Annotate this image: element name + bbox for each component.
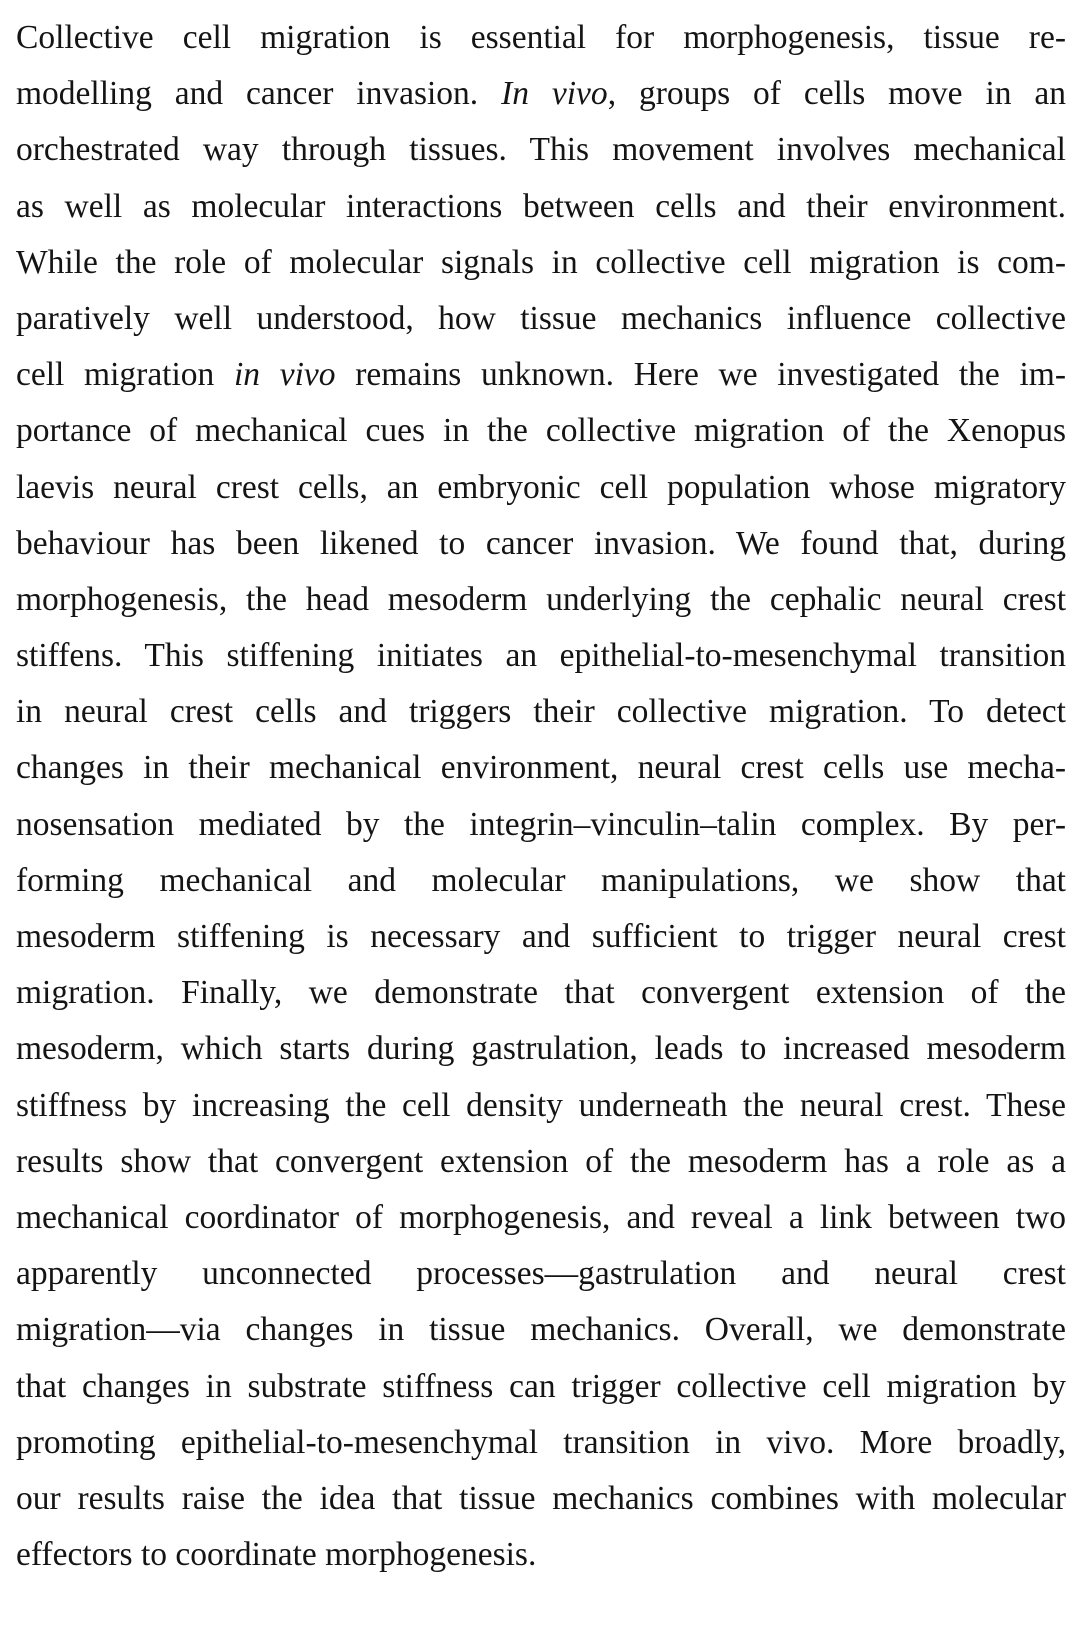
abstract-line-28: effectors to coordinate morphogenesis. — [16, 1536, 537, 1574]
abstract-line-5: While the role of molecular signals in collective cell migration is com- — [16, 243, 1066, 281]
abstract-line-27: our results raise the idea that tissue mechanics combines with molecular — [16, 1479, 1066, 1517]
abstract-line-14: changes in their mechanical environment, neural crest cells use mecha- — [16, 749, 1066, 787]
abstract-line-4: as well as molecular interactions between cells and their environment. — [16, 187, 1066, 225]
abstract-line-1: Collective cell migration is essential for morphogenesis, tissue re- — [16, 19, 1066, 56]
abstract-line-9: laevis neural crest cells, an embryonic cell population whose migratory — [16, 468, 1066, 506]
abstract-line-3: orchestrated way through tissues. This movement involves mechanical — [16, 131, 1066, 169]
abstract-line-2: modelling and cancer invasion. In vivo, groups of cells move in an — [16, 75, 1067, 113]
abstract-line-17: mesoderm stiffening is necessary and sufficient to trigger neural crest — [16, 918, 1066, 955]
abstract-line-15: nosensation mediated by the integrin–vinculin–talin complex. By per- — [16, 805, 1066, 843]
abstract-line-21: results show that convergent extension of the mesoderm has a role as a — [16, 1142, 1066, 1180]
abstract-line-26: promoting epithelial-to-mesenchymal transition in vivo. More broadly, — [16, 1423, 1066, 1461]
abstract-line-22: mechanical coordinator of morphogenesis, and reveal a link between two — [16, 1198, 1066, 1236]
abstract-line-7: cell migration in vivo remains unknown. Here we investigated the im- — [16, 356, 1066, 394]
abstract-paragraph — [16, 10, 1066, 1583]
abstract-line-8: portance of mechanical cues in the collective migration of the Xenopus — [16, 412, 1066, 450]
abstract-line-25: that changes in substrate stiffness can trigger collective cell migration by — [16, 1367, 1066, 1405]
abstract-line-10: behaviour has been likened to cancer invasion. We found that, during — [16, 524, 1066, 562]
abstract-line-20: stiffness by increasing the cell density underneath the neural crest. These — [16, 1086, 1066, 1124]
abstract-line-24: migration—via changes in tissue mechanics. Overall, we demonstrate — [16, 1311, 1066, 1349]
italic-term: In vivo — [501, 75, 608, 113]
abstract-line-23: apparently unconnected processes—gastrulation and neural crest — [16, 1255, 1066, 1293]
abstract-line-11: morphogenesis, the head mesoderm underlying the cephalic neural crest — [16, 580, 1066, 618]
abstract-line-12: stiffens. This stiffening initiates an epithelial-to-mesenchymal transition — [16, 637, 1066, 675]
abstract-line-13: in neural crest cells and triggers their collective migration. To detect — [16, 693, 1066, 731]
abstract-line-6: paratively well understood, how tissue mechanics influence collective — [16, 299, 1066, 337]
italic-term: in vivo — [234, 356, 336, 394]
abstract-line-16: forming mechanical and molecular manipulations, we show that — [16, 861, 1066, 899]
abstract-line-19: mesoderm, which starts during gastrulation, leads to increased mesoderm — [16, 1030, 1066, 1068]
abstract-line-18: migration. Finally, we demonstrate that convergent extension of the — [16, 974, 1066, 1012]
